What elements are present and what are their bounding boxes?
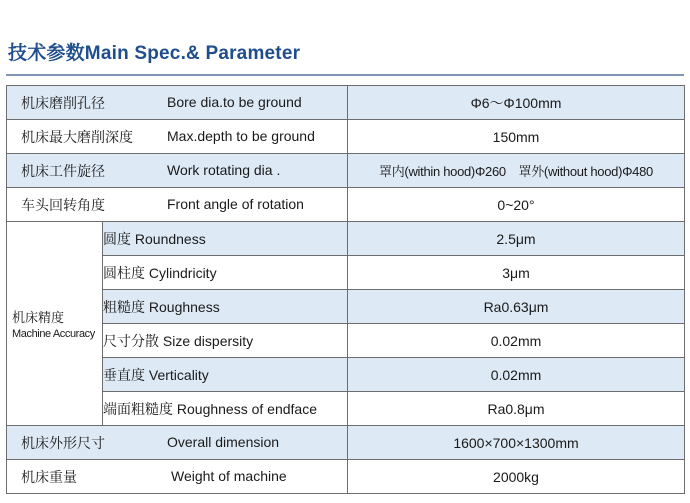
title-divider: [6, 74, 684, 76]
spec-label-cn: 机床重量: [21, 468, 77, 485]
accuracy-item-label: 尺寸分散 Size dispersity: [103, 324, 348, 358]
accuracy-item-label: 圆柱度 Cylindricity: [103, 256, 348, 290]
table-row: [7, 426, 685, 460]
accuracy-item-value: 2.5μm: [348, 222, 685, 256]
accuracy-item-value: Ra0.63μm: [348, 290, 685, 324]
accuracy-item-value: 0.02mm: [348, 324, 685, 358]
spec-value: 2000kg: [348, 460, 685, 494]
table-row: [7, 222, 685, 256]
spec-label-en: Max.depth to be ground: [167, 128, 315, 144]
spec-label-en: Work rotating dia .: [167, 162, 281, 178]
spec-label-en: Weight of machine: [171, 468, 287, 484]
spec-label: [7, 154, 348, 188]
spec-value: 0~20°: [348, 188, 685, 222]
table-row: [7, 188, 685, 222]
accuracy-label-en: Machine Accuracy: [12, 328, 95, 340]
accuracy-label-cn: 机床精度: [12, 310, 65, 325]
spec-label-cn: 机床工件旋径: [21, 162, 105, 179]
spec-label-cn: 机床最大磨削深度: [21, 128, 133, 145]
accuracy-item-label: 端面粗糙度 Roughness of endface: [103, 392, 348, 426]
spec-label: [7, 120, 348, 154]
table-row: [7, 392, 685, 426]
spec-value: 150mm: [348, 120, 685, 154]
table-row: [7, 324, 685, 358]
accuracy-item-label: 圆度 Roundness: [103, 222, 348, 256]
spec-value: Φ6～Φ100mm: [348, 86, 685, 120]
accuracy-item-label: 垂直度 Verticality: [103, 358, 348, 392]
table-row: [7, 256, 685, 290]
accuracy-item-label: 粗糙度 Roughness: [103, 290, 348, 324]
spec-label-cn: 机床磨削孔径: [21, 94, 105, 111]
spec-label: [7, 188, 348, 222]
spec-label-en: Bore dia.to be ground: [167, 94, 302, 110]
accuracy-item-value: 3μm: [348, 256, 685, 290]
spec-label-cn: 车头回转角度: [21, 196, 105, 213]
spec-value: 罩内(within hood)Φ260 罩外(without hood)Φ480: [348, 154, 685, 188]
accuracy-item-value: 0.02mm: [348, 358, 685, 392]
table-row: [7, 86, 685, 120]
spec-label: [7, 426, 348, 460]
spec-label-cn: 机床外形尺寸: [21, 434, 105, 451]
spec-table: [6, 85, 685, 494]
table-row: [7, 460, 685, 494]
table-row: [7, 290, 685, 324]
table-row: [7, 154, 685, 188]
spec-label-en: Front angle of rotation: [167, 196, 304, 212]
accuracy-group-label: [7, 222, 103, 426]
spec-label: [7, 460, 348, 494]
spec-value: 1600×700×1300mm: [348, 426, 685, 460]
accuracy-item-value: Ra0.8μm: [348, 392, 685, 426]
table-row: [7, 358, 685, 392]
spec-label: [7, 86, 348, 120]
table-row: [7, 120, 685, 154]
page-title: 技术参数Main Spec.& Parameter: [8, 43, 301, 64]
spec-label-en: Overall dimension: [167, 434, 280, 450]
